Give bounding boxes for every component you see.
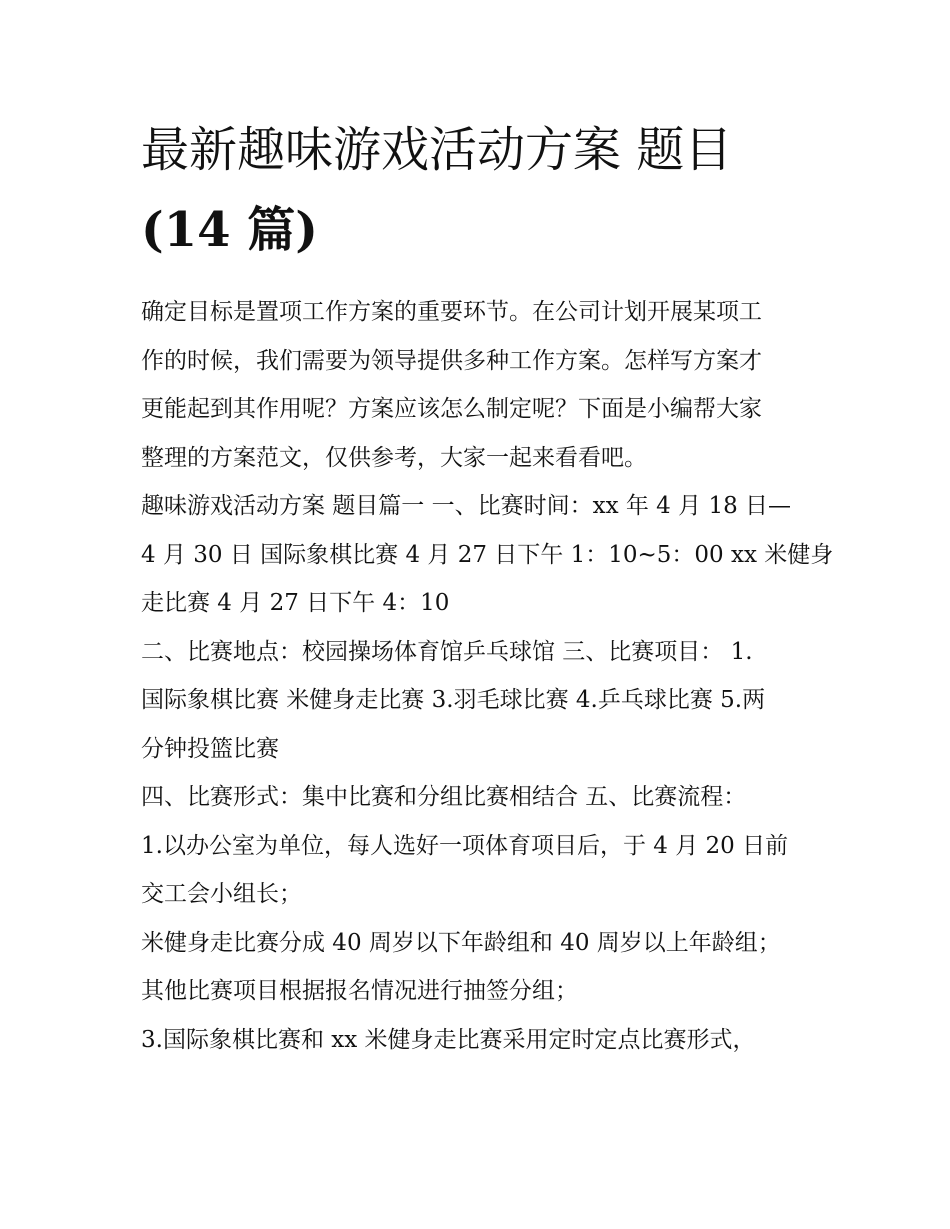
text-line: 确定目标是置项工作方案的重要环节。在公司计划开展某项工	[141, 299, 762, 325]
text-line: 国际象棋比赛 米健身走比赛 3.羽毛球比赛 4.乒乓球比赛 5.两	[141, 687, 766, 713]
text-line: 1.以办公室为单位，每人选好一项体育项目后，于 4 月 20 日前	[141, 832, 789, 859]
text-line: 交工会小组长；	[141, 881, 302, 907]
paragraph-process-3	[141, 967, 821, 1016]
paragraph-intro	[141, 288, 821, 482]
paragraph-time	[141, 482, 834, 628]
paragraph-process-1	[141, 822, 821, 919]
document-body	[141, 288, 834, 1064]
text-line: 整理的方案范文，仅供参考，大家一起来看看吧。	[141, 444, 647, 471]
text-line: 3.国际象棋比赛和 xx 米健身走比赛采用定时定点比赛形式，	[141, 1026, 756, 1053]
text-line: 分钟投篮比赛	[141, 735, 279, 762]
document-page	[141, 110, 834, 1064]
text-line: 走比赛 4 月 27 日下午 4：10	[141, 590, 450, 616]
paragraph-process-2	[141, 919, 821, 968]
text-line: 米健身走比赛分成 40 周岁以下年龄组和 40 周岁以上年龄组；	[141, 929, 781, 956]
text-line: 趣味游戏活动方案 题目篇一 一、比赛时间：xx 年 4 月 18 日—	[141, 493, 792, 519]
text-line: 4 月 30 日 国际象棋比赛 4 月 27 日下午 1：10~5：00 xx 米健身	[141, 541, 834, 568]
text-line: 二、比赛地点：校园操场体育馆乒乓球馆 三、比赛项目： 1.	[141, 638, 753, 665]
text-line: 更能起到其作用呢？方案应该怎么制定呢？下面是小编帮大家	[141, 396, 762, 422]
text-line: 四、比赛形式：集中比赛和分组比赛相结合 五、比赛流程：	[141, 784, 747, 810]
title-line: 最新趣味游戏活动方案 题目	[141, 122, 733, 178]
text-line: 作的时候，我们需要为领导提供多种工作方案。怎样写方案才	[141, 347, 762, 374]
paragraph-format	[141, 773, 821, 822]
document-title	[141, 110, 821, 270]
title-line: (14 篇)	[141, 202, 318, 258]
paragraph-location	[141, 628, 821, 774]
paragraph-process-4	[141, 1016, 821, 1065]
text-line: 其他比赛项目根据报名情况进行抽签分组；	[141, 978, 578, 1004]
